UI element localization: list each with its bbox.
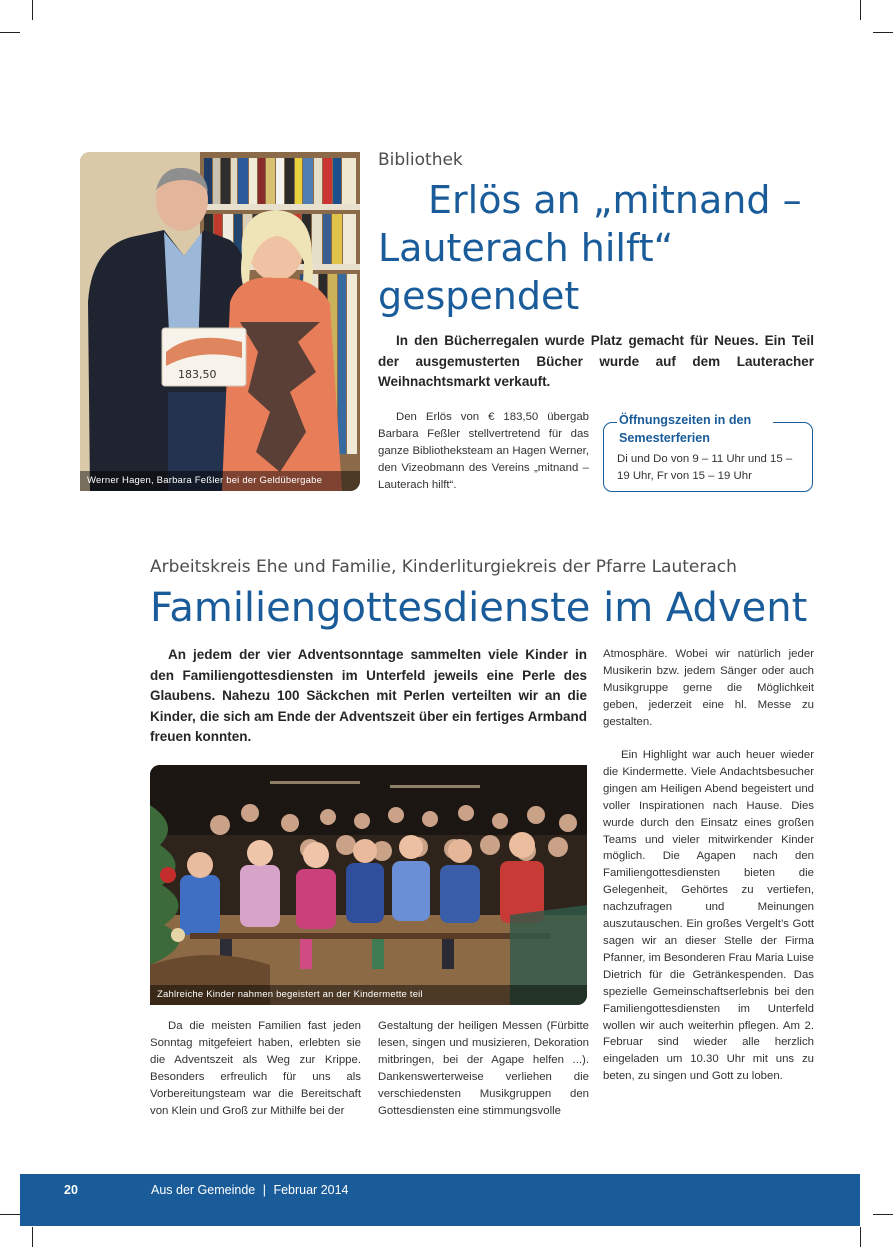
headline-line-3: gespendet — [378, 274, 580, 318]
library-photo — [80, 152, 360, 491]
crop-mark — [0, 1214, 20, 1215]
opening-hours-box — [603, 413, 813, 492]
crop-mark — [860, 1227, 861, 1247]
article2-column-3-p1: Atmosphäre. Wobei wir natürlich jeder Musikerin bzw. jedem Sänger oder auch Musikgruppe gerne die Möglichkeit geben, jederzeit eine hl. Messe zu gestalten. — [603, 648, 814, 728]
article-body: Den Erlös von € 183,50 übergab Barbara Feßler stellvertretend für das ganze Bibliotheksteam an Hagen Werner, den Vizeobmann des Vereins „mitnand – Lauterach hilft“. — [378, 411, 589, 491]
headline-line-2: Lauterach hilft“ — [378, 226, 674, 270]
headline-line-1: Erlös an „mitnand – — [428, 178, 802, 222]
kindermette-photo — [150, 765, 587, 1005]
article-kicker: Bibliothek — [378, 150, 463, 170]
photo-caption: Werner Hagen, Barbara Feßler bei der Geldübergabe — [80, 471, 360, 491]
crop-mark — [32, 0, 33, 20]
publication-name: Aus der Gemeinde — [151, 1183, 256, 1197]
crop-mark — [32, 1227, 33, 1247]
crop-mark — [873, 1214, 893, 1215]
article2-column-1: Da die meisten Familien fast jeden Sonntag mitgefeiert haben, erlebten sie die Adventszeit als Weg zur Krippe. Besonders erfreulich für uns als Vorbereitungsteam war die Bereitschaft von Klein und Groß zur Mithilfe bei der — [150, 1020, 361, 1117]
article2-column-2: Gestaltung der heiligen Messen (Fürbitte lesen, singen und musizieren, Dekoration mitbringen, bei der Agape helfen ...). Dankenswerterweise verliehen die verschiedensten Musikgruppen den Gottesdiensten eine stimmungsvolle — [378, 1020, 589, 1117]
article2-kicker: Arbeitskreis Ehe und Familie, Kinderliturgiekreis der Pfarre Lauterach — [150, 557, 737, 577]
footer-title — [151, 1180, 349, 1200]
article2-column-3-p2: Ein Highlight war auch heuer wieder die Kindermette. Viele Andachtsbesucher gingen am Heiligen Abend begeistert und voller Inspirationen nach Hause. Dies wurde durch den Einsatz eines großen Teams und vieler mitwirkender Kinder möglich. Die Agapen nach den Familiengottesdiensten bieten die Gelegenheit, Gehörtes zu vertiefen, nachzufragen und Meinungen auszutauschen. Ein großes Vergelt’s Gott sagen wir an dieser Stelle der Firma Pfanner, im Besonderen Frau Maria Luise Dietrich für die Getränkespenden. Das spezielle Gemeinschaftserlebnis bei den Familiengottesdiensten im Unterfeld wollen wir auch weiterhin pflegen. Am 2. Februar sind wieder alle herzlich eingeladen um 10.30 Uhr mit uns zu beten, zu singen und Gott zu loben. — [603, 749, 814, 1083]
page-footer — [20, 1174, 860, 1226]
crop-mark — [0, 32, 20, 33]
opening-hours-title: Öffnungszeiten in den Semesterferien — [617, 411, 773, 447]
crop-mark — [860, 0, 861, 20]
footer-separator: | — [262, 1183, 266, 1197]
article2-lead: An jedem der vier Adventsonntage sammelten viele Kinder in den Familiengottesdiensten im Unterfeld jeweils eine Perle des Glaubens. Nahezu 100 Säckchen mit Perlen verteilten wir an die Kinder, die sich am Ende der Adventszeit über ein fertiges Armband freuen konnten. — [150, 647, 587, 744]
kindermette-photo-illustration — [150, 765, 587, 1005]
library-photo-illustration — [80, 152, 360, 491]
card-amount-text: 183,50 — [178, 368, 217, 381]
photo-caption: Zahlreiche Kinder nahmen begeistert an der Kindermette teil — [150, 985, 587, 1005]
issue-date: Februar 2014 — [273, 1183, 349, 1197]
page-number: 20 — [64, 1183, 78, 1197]
article2-headline: Familiengottesdienste im Advent — [150, 585, 808, 631]
crop-mark — [873, 32, 893, 33]
opening-hours-text: Di und Do von 9 – 11 Uhr und 15 – 19 Uhr, Fr von 15 – 19 Uhr — [617, 453, 793, 482]
article-headline — [378, 176, 818, 320]
article-lead: In den Bücherregalen wurde Platz gemacht für Neues. Ein Teil der ausgemusterten Bücher wurde auf dem Lauteracher Weihnachtsmarkt verkauft. — [378, 333, 814, 389]
